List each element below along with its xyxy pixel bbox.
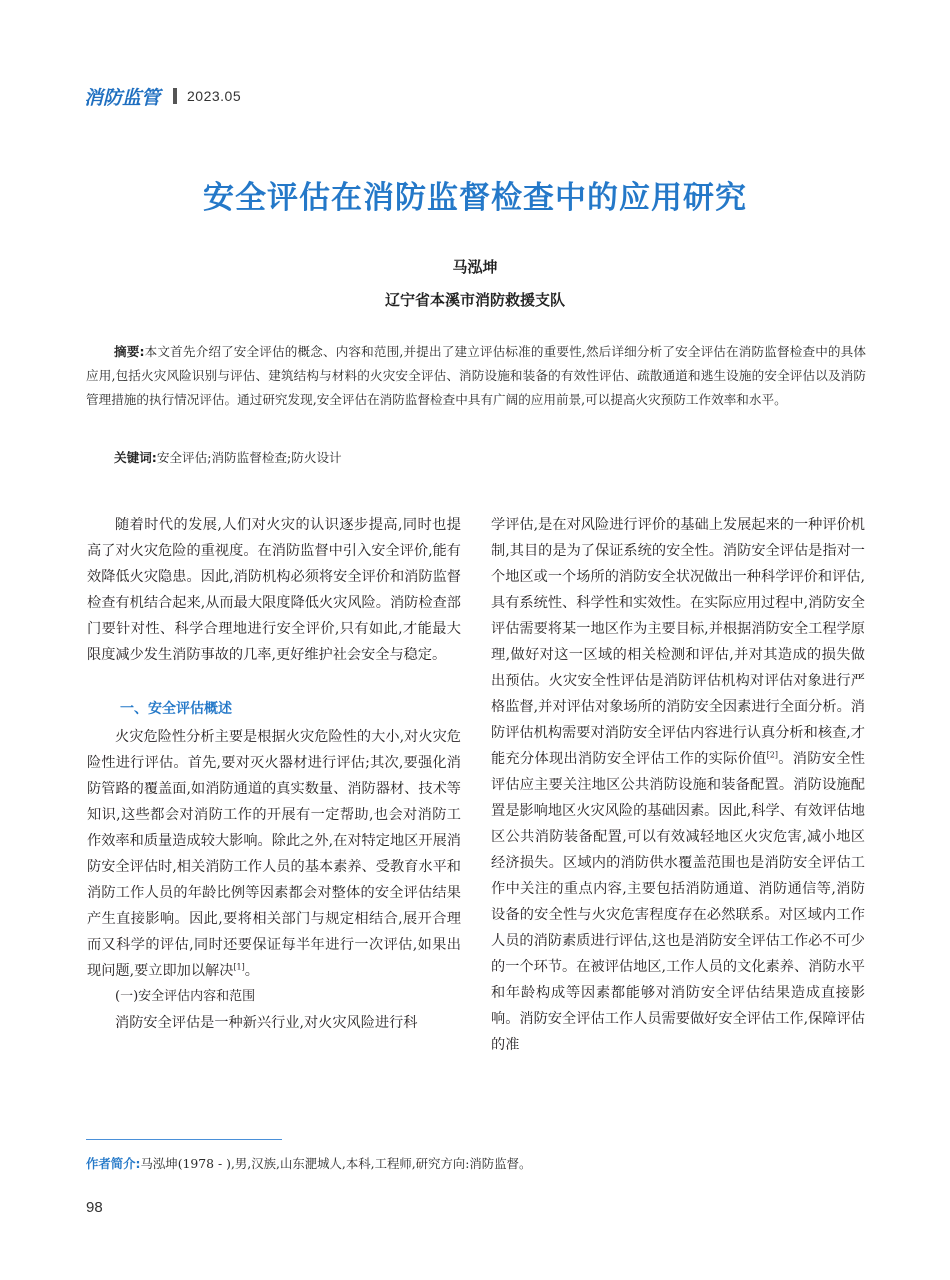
abstract: [86, 340, 866, 412]
footnote-divider: [86, 1139, 282, 1140]
continued-paragraph-text: 学评估,是在对风险进行评价的基础上发展起来的一种评价机制,其目的是为了保证系统的安全性。消防安全评估是指对一个地区或一个场所的消防安全状况做出一种科学评价和评估,具有系统性、科学性和实效性。在实际应用过程中,消防安全评估需要将某一地区作为主要目标,并根据消防安全工程学原理,做好对这一区域的相关检测和评估,并对其造成的损失做出预估。火灾安全性评估是消防评估机构对评估对象进行严格监督,并对评估对象场所的消防安全因素进行全面分析。消防评估机构需要对消防安全评估内容进行认真分析和核查,才能充分体现出消防安全评估工作的实际价值: [491, 517, 865, 767]
paper-title: 安全评估在消防监督检查中的应用研究: [203, 180, 747, 216]
journal-name: 消防监管: [84, 86, 161, 109]
subsection-paragraph: 消防安全评估是一种新兴行业,对火灾风险进行科: [115, 1015, 418, 1031]
section-paragraph-tail: 。: [244, 963, 259, 979]
right-column: [491, 512, 865, 1058]
keywords-text: 安全评估;消防监督检查;防火设计: [156, 450, 342, 465]
author-name: 马泓坤: [452, 258, 498, 276]
section-heading: 一、安全评估概述: [120, 701, 232, 717]
author-bio-footnote: [86, 1154, 886, 1174]
keywords-label: 关键词:: [114, 450, 157, 465]
left-column: [87, 512, 461, 1036]
continued-paragraph: [491, 512, 865, 1058]
intro-paragraph: 随着时代的发展,人们对火灾的认识逐步提高,同时也提高了对火灾危险的重视度。在消防监督中引入安全评价,能有效降低火灾隐患。因此,消防机构必须将安全评价和消防监督检查有机结合起来,从而最大限度降低火灾风险。消防检查部门要针对性、科学合理地进行安全评价,只有如此,才能最大限度减少发生消防事故的几率,更好维护社会安全与稳定。: [87, 517, 461, 663]
continued-paragraph-tail: 。消防安全性评估应主要关注地区公共消防设施和装备配置。消防设施配置是影响地区火灾风险的基础因素。因此,科学、有效评估地区公共消防装备配置,可以有效减轻地区火灾危害,减小地区经济损失。区域内的消防供水覆盖范围也是消防安全评估工作中关注的重点内容,主要包括消防通道、消防通信等,消防设备的安全性与火灾危害程度存在必然联系。对区域内工作人员的消防素质进行评估,这也是消防安全评估工作必不可少的一个环节。在被评估地区,工作人员的文化素养、消防水平和年龄构成等因素都能够对消防安全评估结果造成直接影响。消防安全评估工作人员需要做好安全评估工作,保障评估的准: [491, 751, 865, 1053]
section-paragraph-text: 火灾危险性分析主要是根据火灾危险性的大小,对火灾危险性进行评估。首先,要对灭火器材进行评估;其次,要强化消防管路的覆盖面,如消防通道的真实数量、消防器材、技术等知识,这些都会对消防工作的开展有一定帮助,也会对消防工作效率和质量造成较大影响。除此之外,在对特定地区开展消防安全评估时,相关消防工作人员的基本素养、受教育水平和消防工作人员的年龄比例等因素都会对整体的安全评估结果产生直接影响。因此,要将相关部门与规定相结合,展开合理而又科学的评估,同时还要保证每半年进行一次评估,如果出现问题,要立即加以解决: [87, 729, 461, 979]
abstract-text: 本文首先介绍了安全评估的概念、内容和范围,并提出了建立评估标准的重要性,然后详细分析了安全评估在消防监督检查中的具体应用,包括火灾风险识别与评估、建筑结构与材料的火灾安全评估、消防设施和装备的有效性评估、疏散通道和逃生设施的安全评估以及消防管理措施的执行情况评估。通过研究发现,安全评估在消防监督检查中具有广阔的应用前景,可以提高火灾预防工作效率和水平。: [86, 344, 866, 407]
footnote-label: 作者简介:: [86, 1156, 141, 1171]
footnote-text: 马泓坤(1978 - ),男,汉族,山东淝城人,本科,工程师,研究方向:消防监督。: [140, 1156, 532, 1171]
page-number: 98: [86, 1199, 103, 1216]
reference-marker[interactable]: [1]: [233, 962, 245, 972]
subsection-heading: (一)安全评估内容和范围: [115, 989, 256, 1004]
section-paragraph: [87, 724, 461, 984]
abstract-label: 摘要:: [114, 344, 145, 359]
author-affiliation: 辽宁省本溪市消防救援支队: [384, 291, 565, 309]
issue-number: 2023.05: [187, 88, 242, 104]
reference-marker[interactable]: [2]: [766, 750, 778, 760]
header-divider: [173, 88, 177, 104]
keywords: [114, 446, 874, 470]
running-header: [84, 83, 241, 109]
